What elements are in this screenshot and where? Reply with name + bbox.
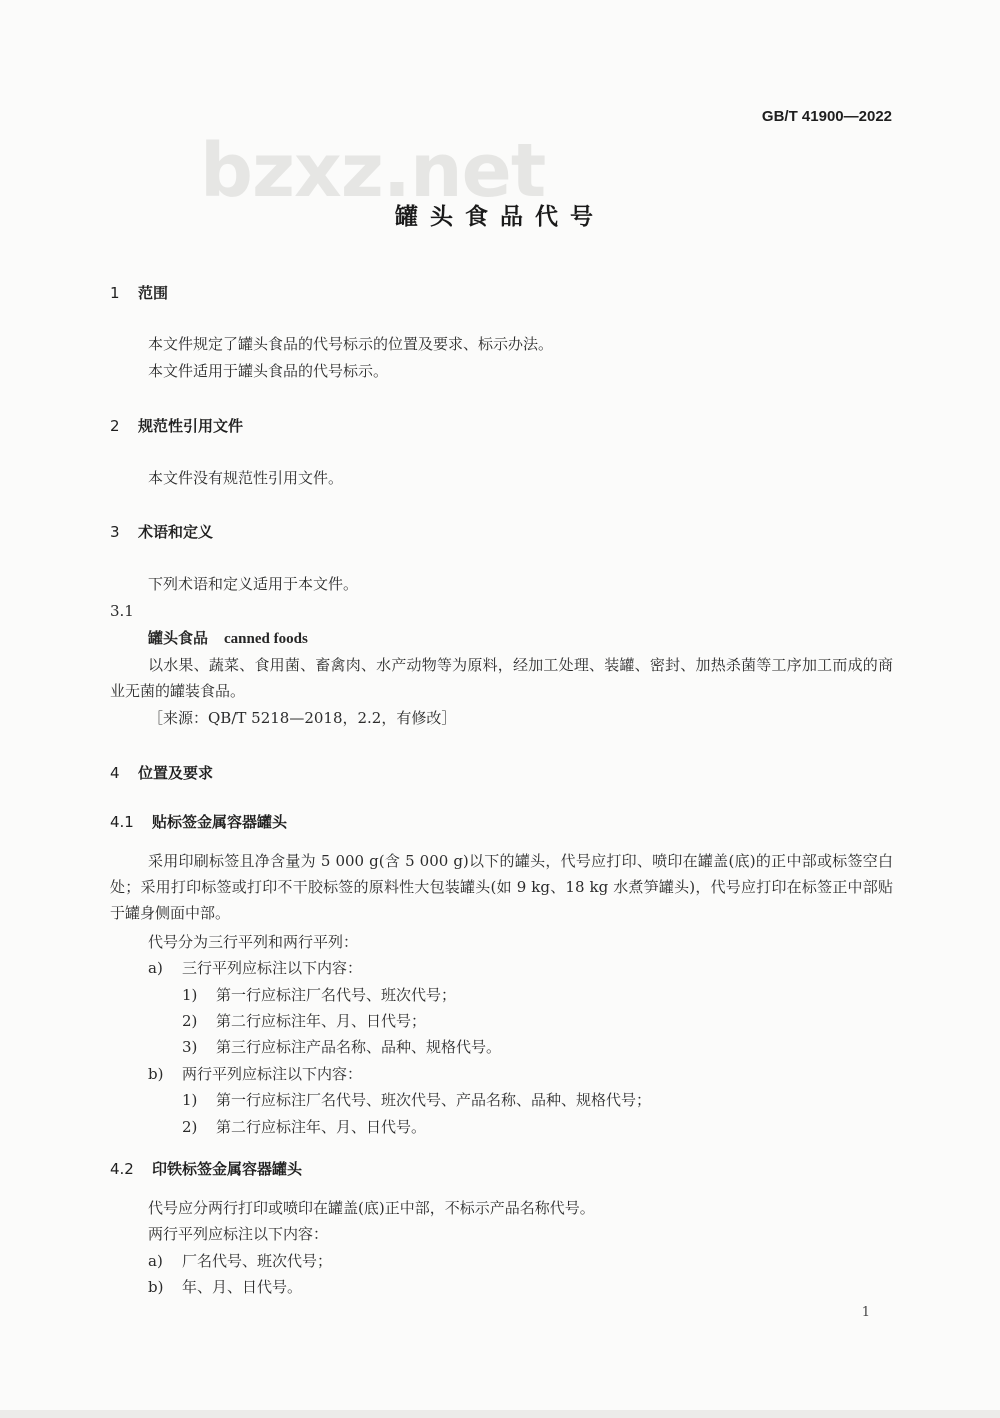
list-label: 1) bbox=[182, 1091, 198, 1109]
standard-code: GB/T 41900—2022 bbox=[761, 108, 892, 125]
paragraph: 代号分为三行平列和两行平列： bbox=[148, 933, 359, 951]
section-title: 贴标签金属容器罐头 bbox=[152, 813, 288, 831]
section-1-heading bbox=[110, 282, 168, 303]
list-item bbox=[182, 1034, 501, 1060]
term-source: ［来源：QB/T 5218—2018，2.2，有修改］ bbox=[148, 709, 457, 727]
section-number: 1 bbox=[110, 284, 120, 302]
list-label: 2) bbox=[182, 1118, 198, 1136]
list-label: 3) bbox=[182, 1038, 198, 1056]
list-text: 第二行应标注年、月、日代号； bbox=[216, 1012, 427, 1030]
paragraph: 本文件适用于罐头食品的代号标示。 bbox=[148, 362, 389, 380]
list-label: 1) bbox=[182, 986, 198, 1004]
list-text: 第一行应标注厂名代号、班次代号； bbox=[216, 986, 457, 1004]
list-item bbox=[182, 1087, 651, 1113]
paragraph: 代号应分两行打印或喷印在罐盖(底)正中部，不标示产品名称代号。 bbox=[148, 1199, 595, 1217]
list-item bbox=[182, 1008, 426, 1034]
section-number: 4.2 bbox=[110, 1160, 134, 1178]
list-item bbox=[148, 955, 362, 981]
document-title: 罐头食品代号 bbox=[395, 204, 605, 230]
watermark: bzxz.net bbox=[200, 128, 546, 214]
list-label: a) bbox=[148, 1252, 163, 1270]
term-chinese: 罐头食品 bbox=[148, 629, 209, 647]
section-number: 2 bbox=[110, 417, 120, 435]
list-item bbox=[182, 982, 456, 1008]
list-item bbox=[148, 1061, 362, 1087]
list-item bbox=[182, 1114, 426, 1140]
list-item bbox=[148, 1274, 302, 1300]
list-label: b) bbox=[148, 1278, 164, 1296]
subsection-4-2-heading bbox=[110, 1158, 302, 1179]
term-definition: 以水果、蔬菜、食用菌、畜禽肉、水产动物等为原料，经加工处理、装罐、密封、加热杀菌等工序加工而成的商业无菌的罐装食品。 bbox=[110, 656, 893, 700]
paragraph: 两行平列应标注以下内容： bbox=[148, 1225, 329, 1243]
section-title: 规范性引用文件 bbox=[138, 417, 244, 435]
section-number: 4 bbox=[110, 764, 120, 782]
subsection-4-1-heading bbox=[110, 811, 287, 832]
paragraph: 本文件没有规范性引用文件。 bbox=[148, 469, 344, 487]
list-text: 厂名代号、班次代号； bbox=[182, 1252, 333, 1270]
section-title: 位置及要求 bbox=[138, 764, 214, 782]
section-4-heading bbox=[110, 762, 213, 783]
section-number: 3 bbox=[110, 523, 120, 541]
list-text: 两行平列应标注以下内容： bbox=[182, 1065, 363, 1083]
section-title: 范围 bbox=[138, 284, 169, 302]
section-title: 术语和定义 bbox=[138, 523, 214, 541]
paragraph: 下列术语和定义适用于本文件。 bbox=[148, 575, 359, 593]
list-text: 第一行应标注厂名代号、班次代号、产品名称、品种、规格代号； bbox=[216, 1091, 652, 1109]
section-3-heading bbox=[110, 521, 213, 542]
section-number: 4.1 bbox=[110, 813, 134, 831]
list-text: 年、月、日代号。 bbox=[182, 1278, 303, 1296]
list-text: 三行平列应标注以下内容： bbox=[182, 959, 363, 977]
paragraph: 采用印刷标签且净含量为 5 000 g(含 5 000 g)以下的罐头，代号应打印、喷印在罐盖(底)的正中部或标签空白处；采用打印标签或打印不干胶标签的原料性大包装罐头(如 9 kg、18 kg 水煮笋罐头)，代号应打印在标签正中部贴于罐身侧面中部。 bbox=[110, 852, 893, 922]
page-number: 1 bbox=[861, 1305, 870, 1320]
subsection-number: 3.1 bbox=[110, 602, 134, 620]
list-label: a) bbox=[148, 959, 163, 977]
section-title: 印铁标签金属容器罐头 bbox=[152, 1160, 303, 1178]
paragraph: 本文件规定了罐头食品的代号标示的位置及要求、标示办法。 bbox=[148, 335, 554, 353]
section-2-heading bbox=[110, 415, 243, 436]
term-english: canned foods bbox=[224, 631, 308, 647]
list-text: 第二行应标注年、月、日代号。 bbox=[216, 1118, 427, 1136]
list-item bbox=[148, 1248, 332, 1274]
list-text: 第三行应标注产品名称、品种、规格代号。 bbox=[216, 1038, 502, 1056]
term-entry bbox=[148, 627, 308, 648]
list-label: b) bbox=[148, 1065, 164, 1083]
list-label: 2) bbox=[182, 1012, 198, 1030]
